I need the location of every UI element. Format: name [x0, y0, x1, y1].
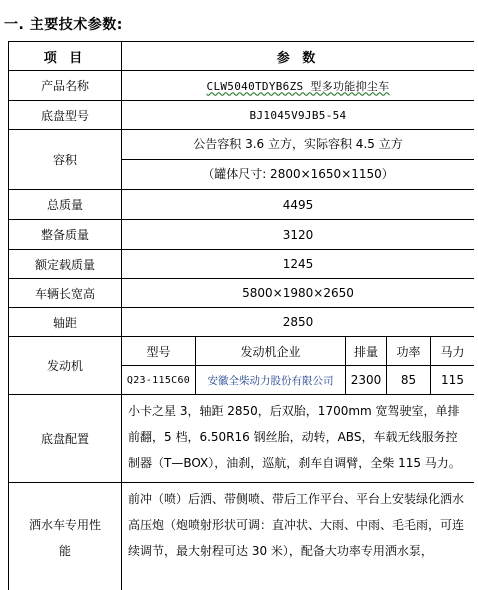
- table-header-row: [9, 42, 475, 71]
- row-label: 轴距: [9, 308, 122, 337]
- row-value: [122, 130, 475, 190]
- row-label: 整备质量: [9, 220, 122, 250]
- row-value: 2850: [122, 308, 475, 337]
- chassis-config-text: 小卡之星 3，轴距 2850，后双胎，1700mm 宽驾驶室，单排前翻，5 档，6.50R16 钢丝胎，动转，ABS，车载无线服务控制器（T—BOX），油刹，巡航，刹车自调臂，全柴 115 马力。: [122, 395, 475, 483]
- table-row-dimensions: [9, 279, 475, 308]
- row-label: 底盘配置: [9, 395, 122, 483]
- row-value: [122, 71, 475, 101]
- row-label: 底盘型号: [9, 101, 122, 130]
- volume-line-1: 公告容积 3.6 立方，实际容积 4.5 立方: [193, 137, 403, 151]
- spec-table: [8, 41, 474, 590]
- engine-header-maker: 发动机企业: [196, 337, 346, 366]
- engine-maker-value: 安徽全柴动力股份有限公司: [196, 366, 346, 395]
- row-value: 1245: [122, 250, 475, 279]
- row-label: 产品名称: [9, 71, 122, 101]
- sprinkler-label-line-1: 洒水车专用性: [28, 517, 101, 532]
- row-label: [9, 483, 122, 590]
- row-label: 发动机: [9, 337, 122, 395]
- row-label: 额定载质量: [9, 250, 122, 279]
- engine-header-model: 型号: [122, 337, 196, 366]
- table-row-chassis-config: [9, 395, 475, 483]
- engine-header-displacement: 排量: [346, 337, 387, 366]
- table-row-volume: [9, 130, 475, 190]
- table-row-chassis-model: [9, 101, 475, 130]
- table-row-curb-mass: [9, 220, 475, 250]
- section-heading: 一. 主要技术参数:: [4, 17, 123, 33]
- table-row-product-name: [9, 71, 475, 101]
- engine-header-hp: 马力: [431, 337, 475, 366]
- engine-model-value: Q23-115C60: [122, 366, 196, 395]
- table-row-rated-load: [9, 250, 475, 279]
- header-item: 项 目: [9, 42, 122, 71]
- table-row-wheelbase: [9, 308, 475, 337]
- table-row-gross-mass: [9, 190, 475, 220]
- row-label: 车辆长宽高: [9, 279, 122, 308]
- product-name-value: CLW5040TDYB6ZS 型多功能抑尘车: [206, 79, 390, 93]
- table-row-engine-headers: [9, 337, 475, 366]
- row-value: 4495: [122, 190, 475, 220]
- sprinkler-text: 前冲（喷）后洒、带侧喷、带后工作平台、平台上安装绿化洒水高压炮（炮喷射形状可调：直冲状、大雨、中雨、毛毛雨，可连续调节，最大射程可达 30 米），配备大功率专用洒水泵，: [122, 483, 475, 590]
- engine-hp-value: 115: [431, 366, 475, 395]
- engine-header-power: 功率: [387, 337, 431, 366]
- sprinkler-label-line-2: 能: [58, 543, 71, 558]
- table-row-sprinkler: [9, 483, 475, 590]
- row-value: 3120: [122, 220, 475, 250]
- spec-table-container: [8, 41, 474, 590]
- volume-line-2: （罐体尺寸: 2800×1650×1150）: [122, 159, 474, 189]
- engine-power-value: 85: [387, 366, 431, 395]
- header-value: 参 数: [122, 42, 475, 71]
- row-label: 容积: [9, 130, 122, 190]
- engine-displacement-value: 2300: [346, 366, 387, 395]
- row-value: BJ1045V9JB5-54: [122, 101, 475, 130]
- row-label: 总质量: [9, 190, 122, 220]
- row-value: 5800×1980×2650: [122, 279, 475, 308]
